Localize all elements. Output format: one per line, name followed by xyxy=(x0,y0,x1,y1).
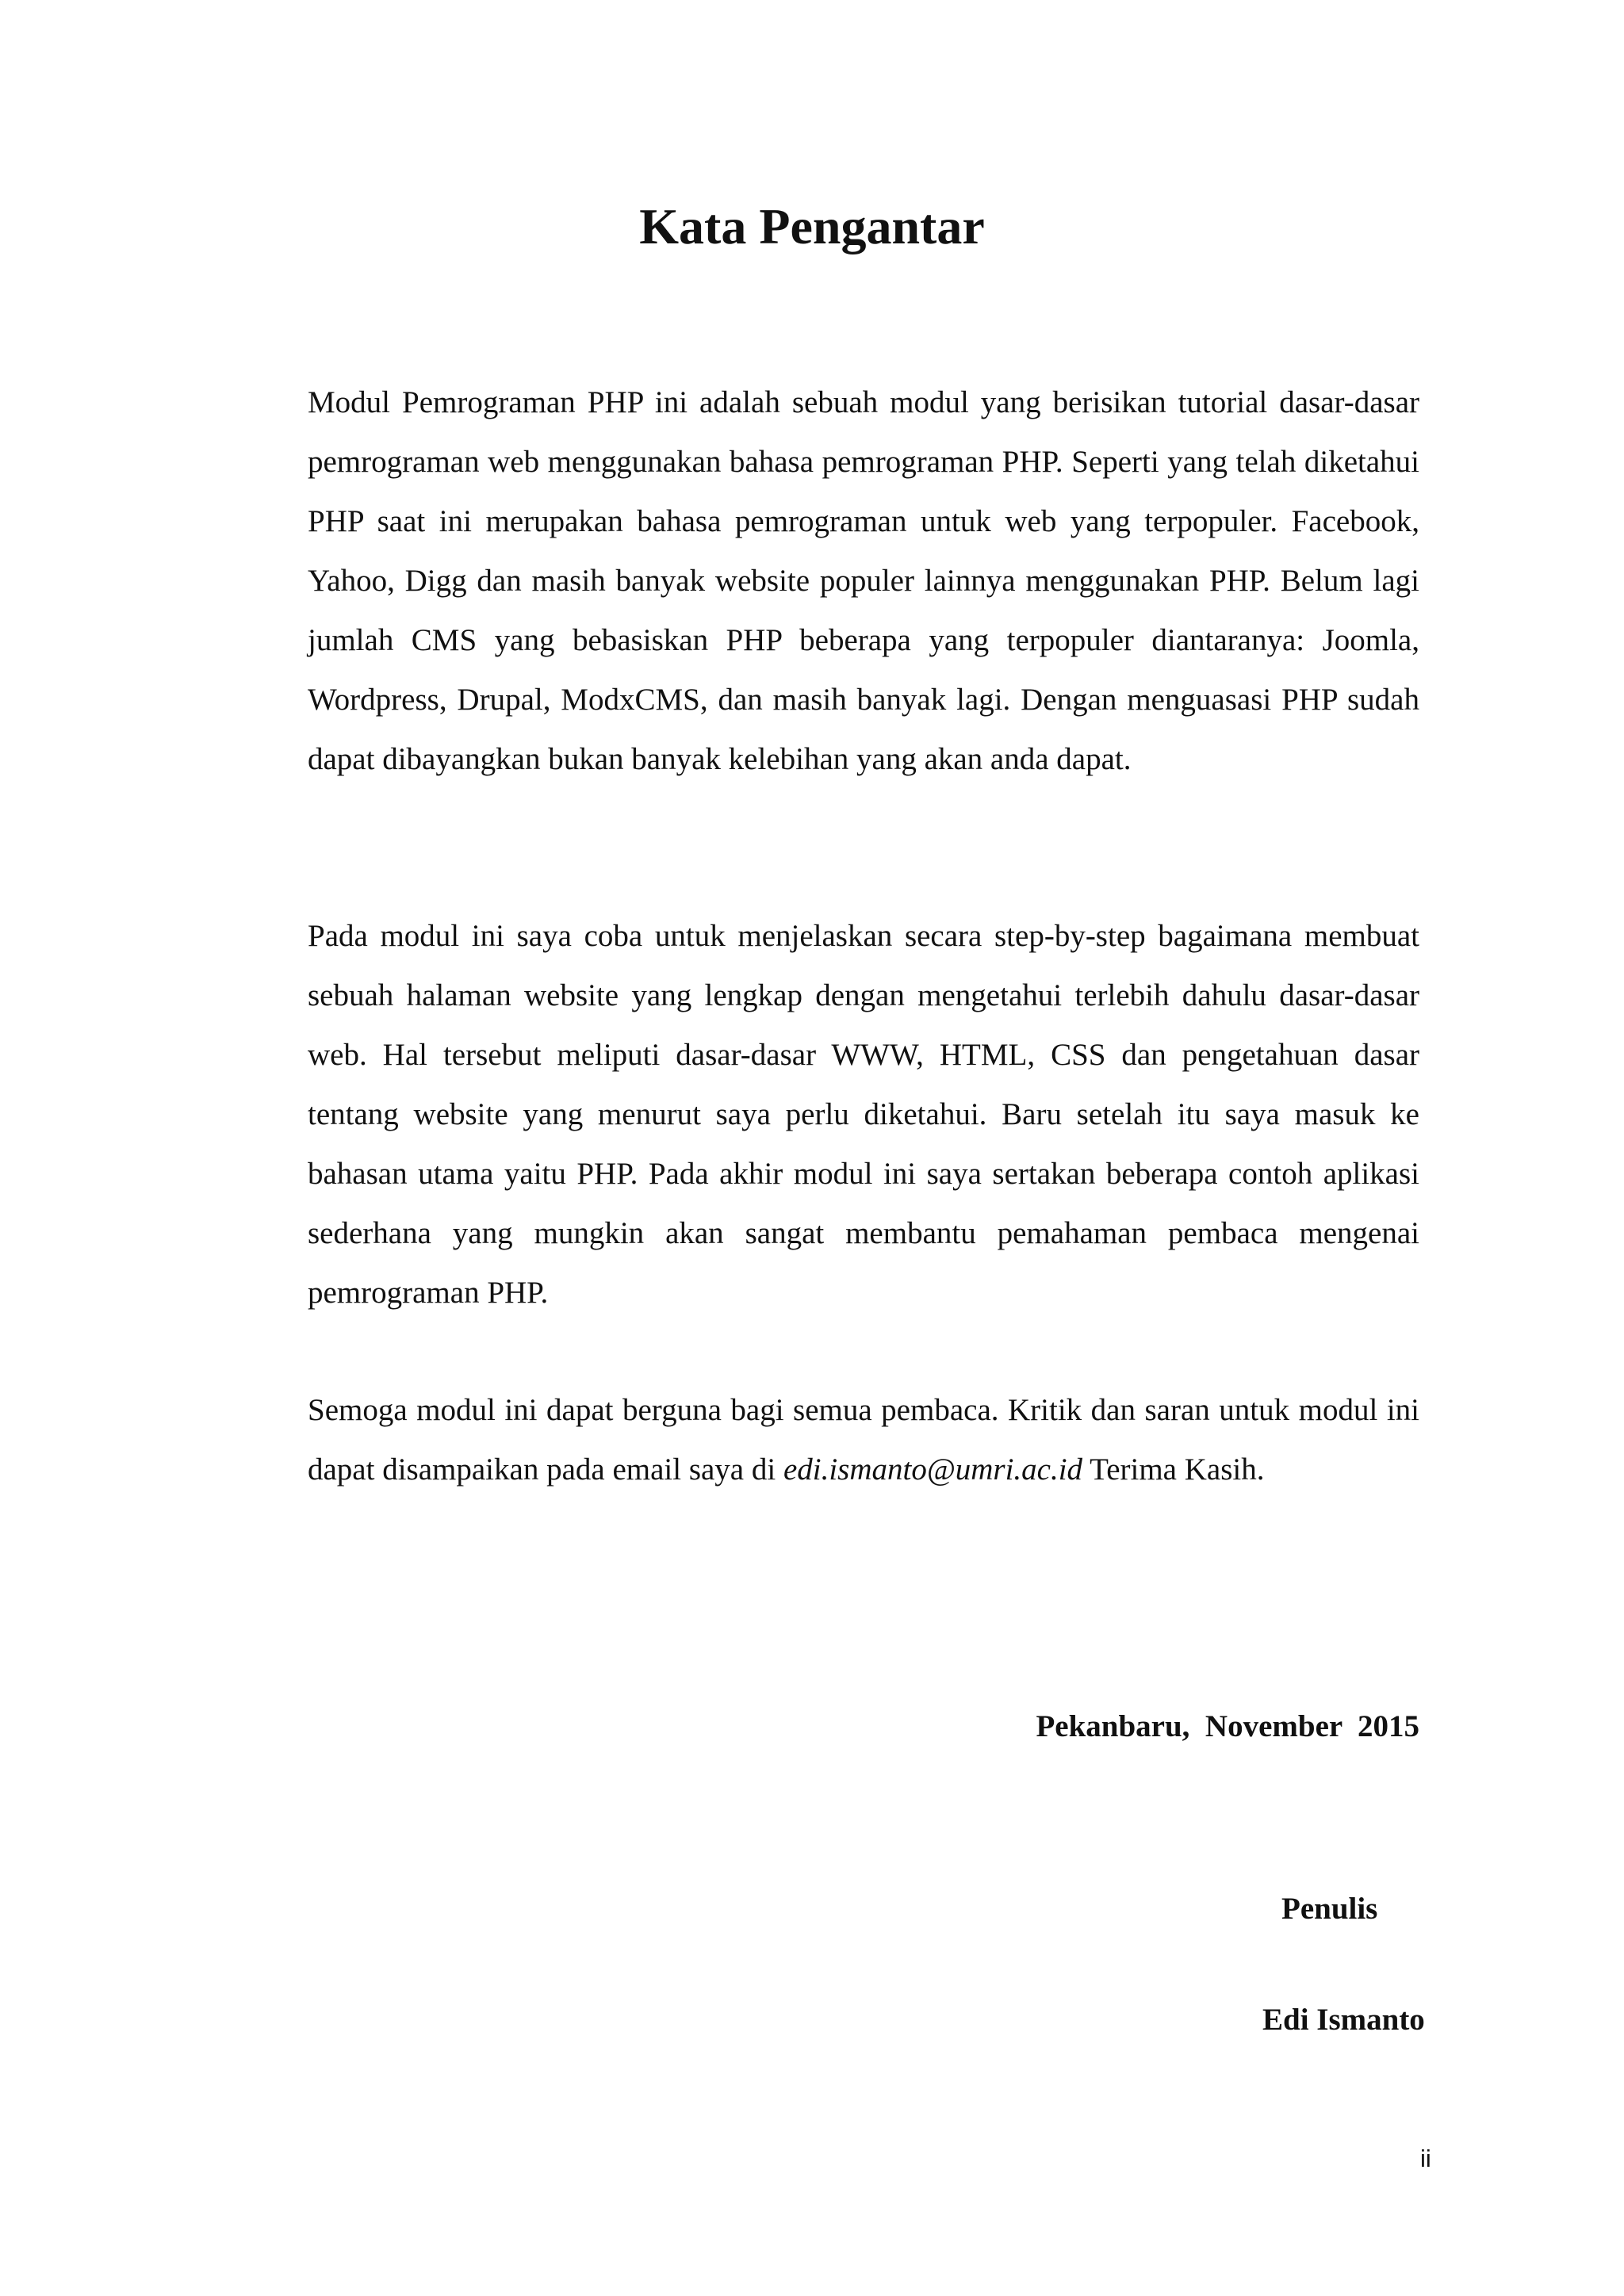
author-role: Penulis xyxy=(1281,1892,1378,1926)
paragraph-intro: Modul Pemrograman PHP ini adalah sebuah modul yang berisikan tutorial dasar-dasar pemrograman web menggunakan bahasa pemrograman PHP. Seperti yang telah diketahui PHP saat ini merupakan bahasa pemrograman untuk web yang terpopuler. Facebook, Yahoo, Digg dan masih banyak website populer lainnya menggunakan PHP. Belum lagi jumlah CMS yang bebasiskan PHP beberapa yang terpopuler diantaranya: Joomla, Wordpress, Drupal, ModxCMS, dan masih banyak lagi. Dengan menguasasi PHP sudah dapat dibayangkan bukan banyak kelebihan yang akan anda dapat. xyxy=(308,385,1419,776)
closing-text-end: Terima Kasih. xyxy=(1082,1452,1265,1487)
paragraph-closing xyxy=(308,1380,1419,1499)
paragraph-module-content: Pada modul ini saya coba untuk menjelaskan secara step-by-step bagaimana membuat sebuah halaman website yang lengkap dengan mengetahui terlebih dahulu dasar-dasar web. Hal tersebut meliputi dasar-dasar WWW, HTML, CSS dan pengetahuan dasar tentang website yang menurut saya perlu diketahui. Baru setelah itu saya masuk ke bahasan utama yaitu PHP. Pada akhir modul ini saya sertakan beberapa contoh aplikasi sederhana yang mungkin akan sangat membantu pemahaman pembaca mengenai pemrograman PHP. xyxy=(308,919,1419,1310)
email-address: edi.ismanto@umri.ac.id xyxy=(783,1452,1083,1487)
closing-text-start: Semoga modul ini dapat berguna bagi semua pembaca. Kritik dan saran untuk modul ini dapat disampaikan pada email saya di xyxy=(308,1393,1419,1487)
page-title: Kata Pengantar xyxy=(639,198,985,254)
page-number: ii xyxy=(1420,2145,1431,2172)
place-and-date: Pekanbaru, November 2015 xyxy=(1036,1709,1419,1743)
author-name: Edi Ismanto xyxy=(1262,2003,1425,2037)
